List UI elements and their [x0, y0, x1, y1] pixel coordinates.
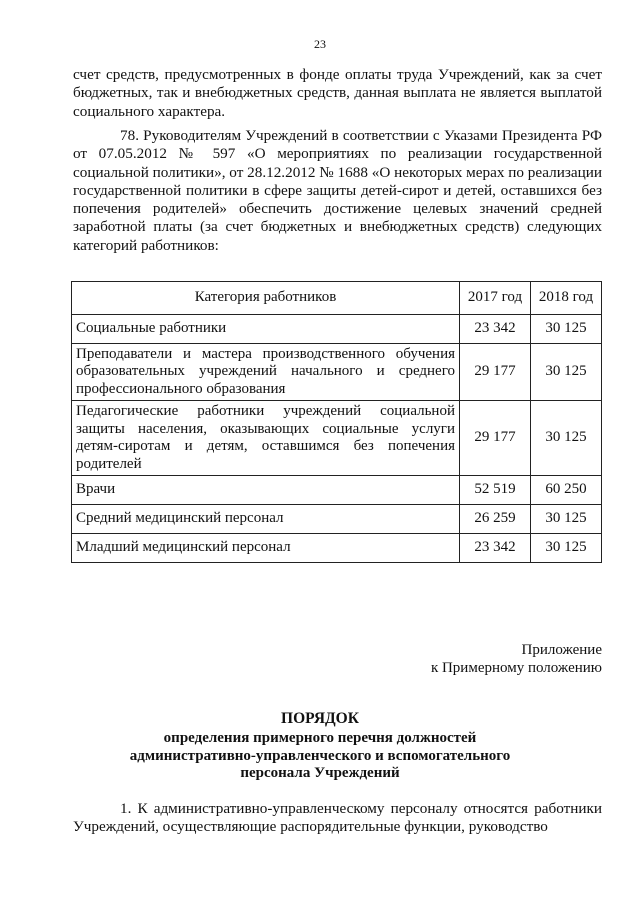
page-number: 23 [314, 37, 326, 51]
row-value-2017: 26 259 [460, 505, 531, 534]
title-main: ПОРЯДОК [281, 710, 359, 727]
row-category: Средний медицинский персонал [72, 505, 460, 534]
paragraph-78: 78. Руководителям Учреждений в соответствии с Указами Президента РФ от 07.05.2012 № 597 «О мероприятиях по реализации государственной социальной политики», от 28.12.2012 № 1688 «О некоторых мерах по реализации государственной политики в сфере защиты детей-сирот и детей, оставшихся без попечения родителей» обеспечить достижение целевых значений средней заработной платы (за счет бюджетных и внебюджетных средств) следующих категорий работников: [73, 127, 602, 254]
appendix-reference: к Примерному положению [430, 660, 602, 676]
table-row [72, 505, 602, 534]
header-2017: 2017 год [460, 282, 531, 315]
row-value-2017: 23 342 [460, 534, 531, 563]
salary-table [71, 281, 602, 563]
table-row [72, 534, 602, 563]
paragraph-1: 1. К административно-управленческому персоналу относятся работники Учреждений, осуществляющие распорядительные функции, руководство [73, 800, 602, 836]
row-value-2018: 30 125 [531, 315, 602, 344]
section-title [0, 710, 640, 783]
row-category: Младший медицинский персонал [72, 534, 460, 563]
title-line-2: административно-управленческого и вспомогательного [129, 747, 511, 764]
row-value-2018: 30 125 [531, 534, 602, 563]
table-row [72, 476, 602, 505]
paragraph-continuation: счет средств, предусмотренных в фонде оплаты труда Учреждений, как за счет бюджетных, так и внебюджетных средств, данная выплата не является выплатой социального характера. [73, 66, 602, 120]
table-row [72, 344, 602, 401]
row-value-2018: 30 125 [531, 505, 602, 534]
row-value-2018: 30 125 [531, 344, 602, 401]
title-line-3: персонала Учреждений [240, 765, 400, 781]
row-value-2017: 29 177 [460, 344, 531, 401]
title-line-1: определения примерного перечня должностей [163, 730, 477, 746]
row-category: Педагогические работники учреждений социальной защиты населения, оказывающих социальные услуги детям-сиротам и детям, оставшимся без попечения родителей [72, 401, 460, 476]
row-value-2018: 60 250 [531, 476, 602, 505]
row-value-2018: 30 125 [531, 401, 602, 476]
table-header-row [72, 282, 602, 315]
row-category: Преподаватели и мастера производственного обучения образовательных учреждений начального и среднего профессионального образования [72, 344, 460, 401]
header-category: Категория работников [72, 282, 460, 315]
row-value-2017: 52 519 [460, 476, 531, 505]
row-value-2017: 29 177 [460, 401, 531, 476]
appendix-label: Приложение [521, 642, 602, 658]
row-category: Врачи [72, 476, 460, 505]
table-row [72, 315, 602, 344]
row-value-2017: 23 342 [460, 315, 531, 344]
row-category: Социальные работники [72, 315, 460, 344]
header-2018: 2018 год [531, 282, 602, 315]
table-row [72, 401, 602, 476]
